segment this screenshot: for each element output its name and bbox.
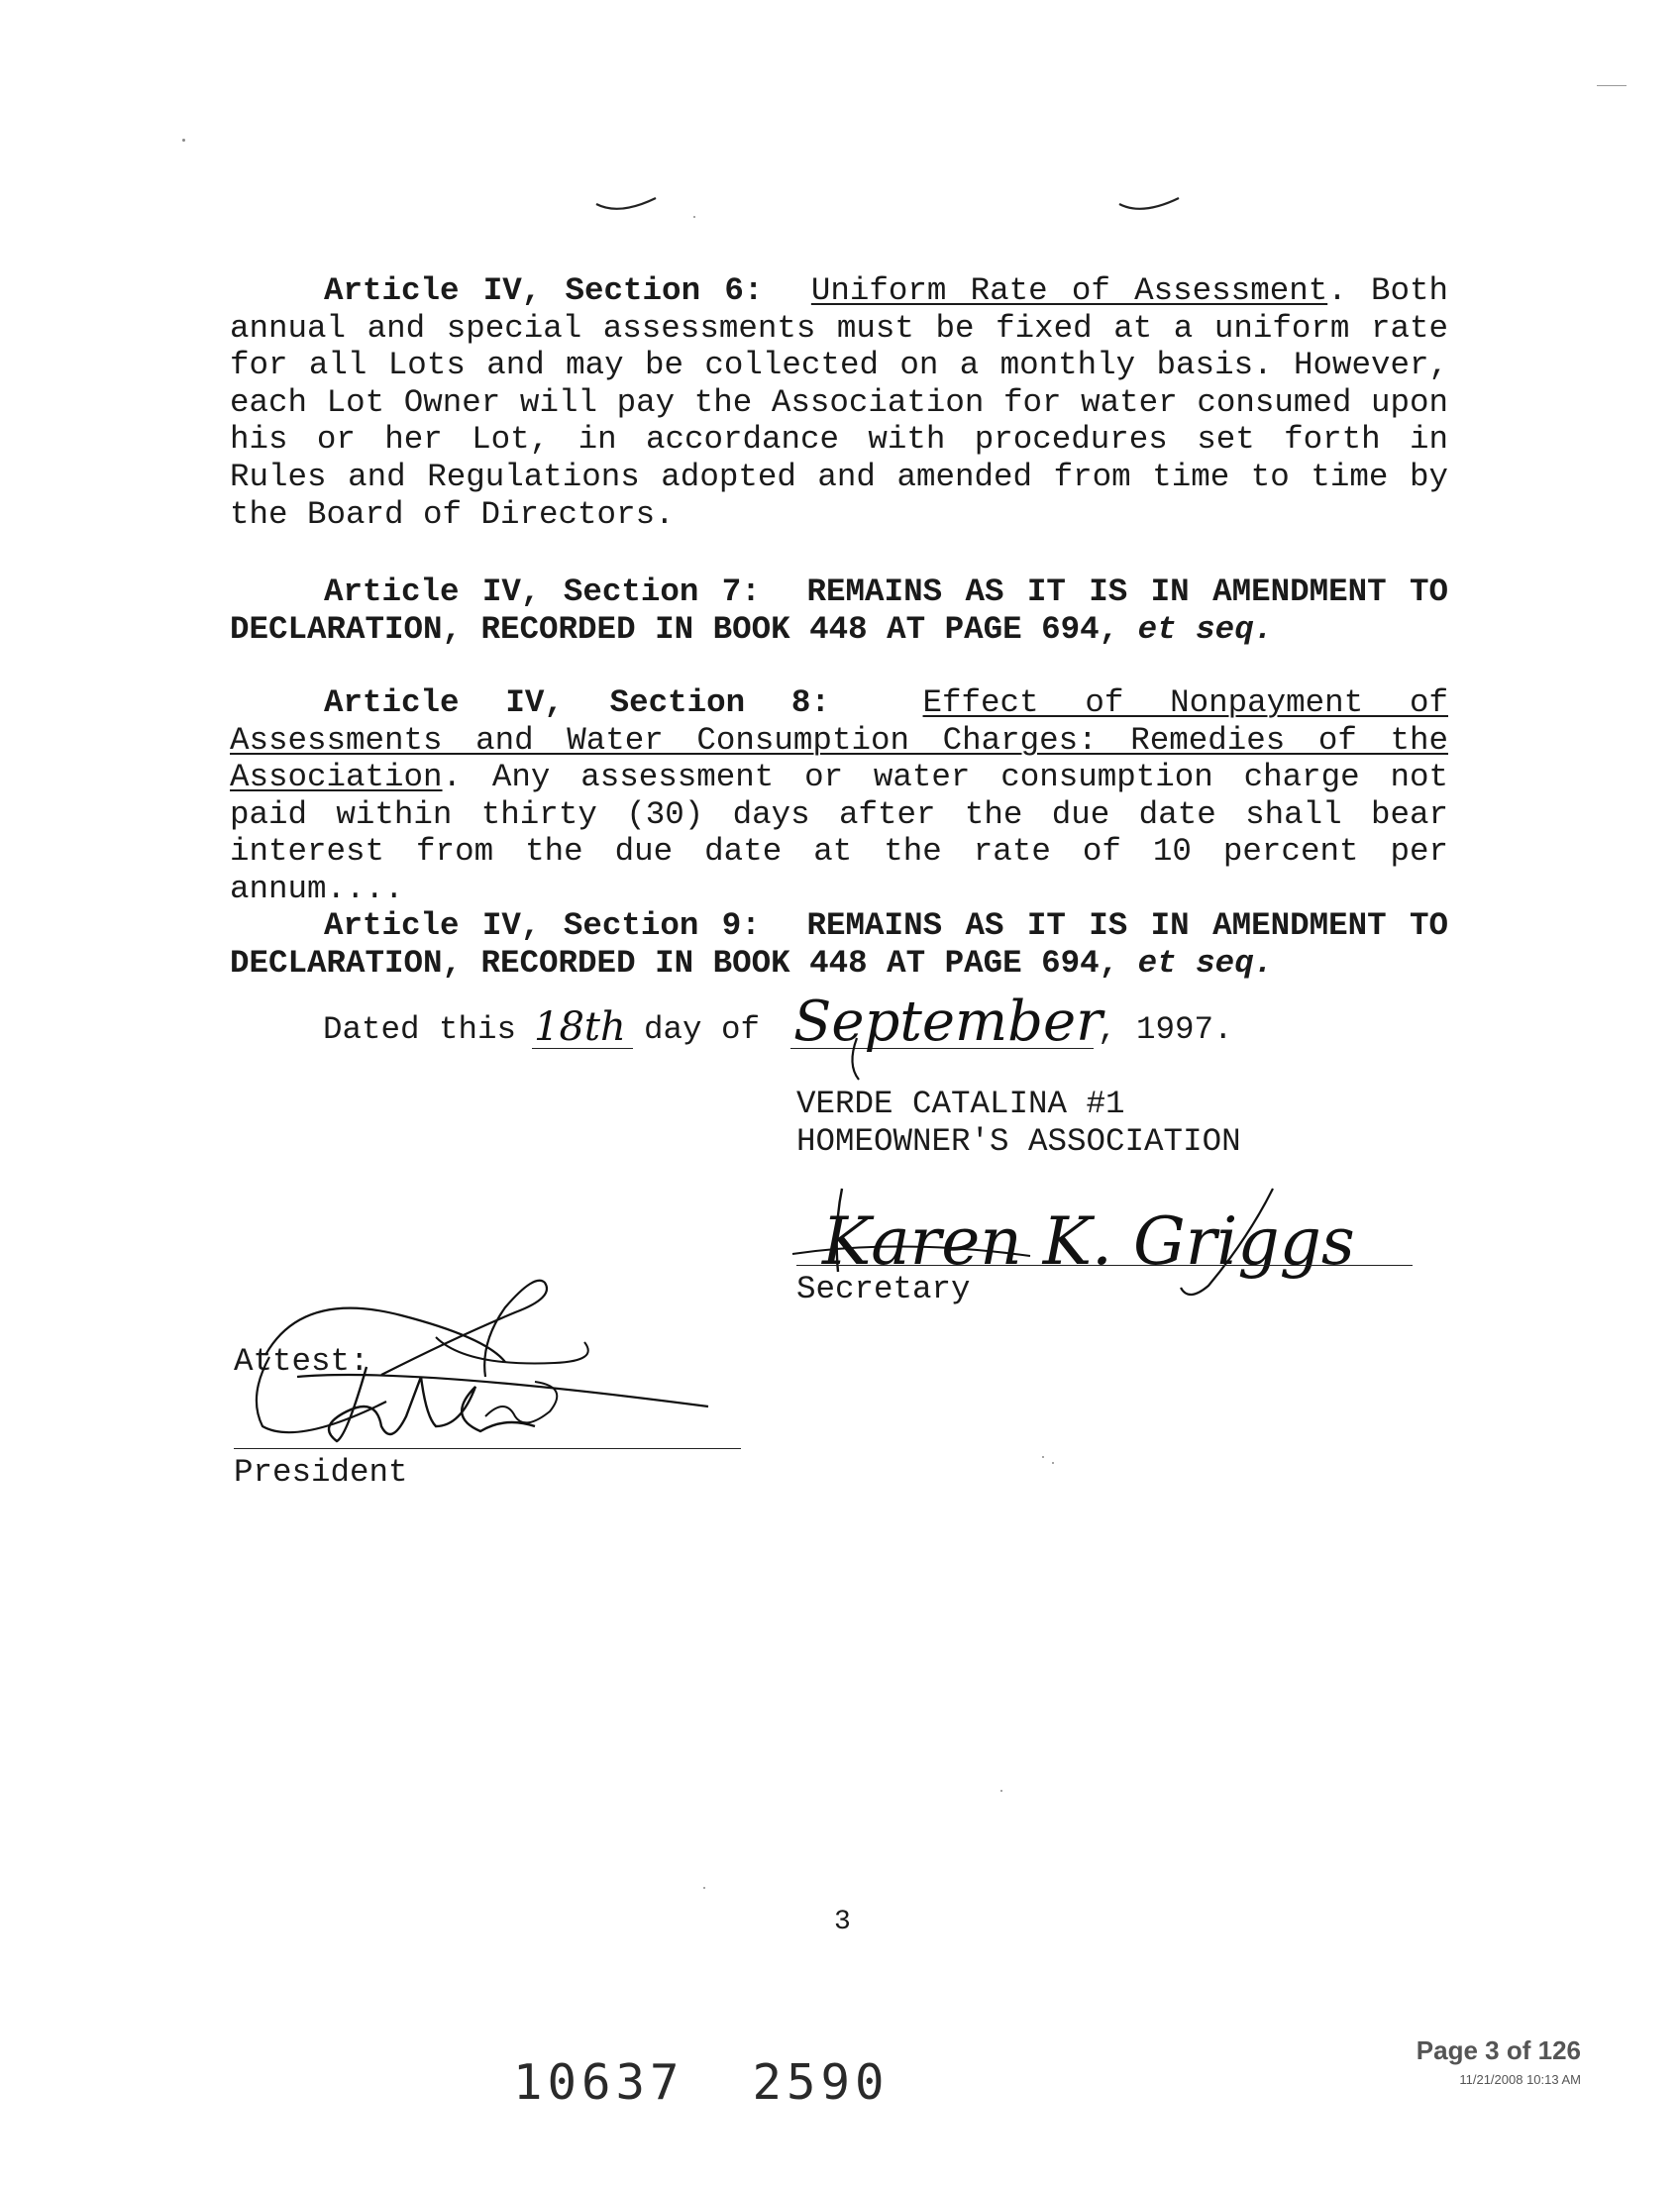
- section-8-title: Effect of Nonpayment of Assessments and Water Consumption Charges: Remedies of the Association: [230, 684, 1448, 796]
- scan-speck: [703, 1887, 705, 1889]
- section-8-heading: Article IV, Section 8:: [324, 684, 830, 721]
- dated-middle: day of: [644, 1011, 761, 1048]
- scan-speck: [182, 139, 185, 142]
- svg-text:Karen K. Griggs: Karen K. Griggs: [822, 1203, 1355, 1280]
- scan-mark-right: [1117, 190, 1187, 220]
- association-name-line-2: HOMEOWNER'S ASSOCIATION: [796, 1123, 1241, 1160]
- secretary-title: Secretary: [796, 1271, 971, 1307]
- section-8-paragraph: [230, 684, 1448, 908]
- section-9-paragraph: [230, 907, 1448, 982]
- president-signature: [208, 1268, 743, 1466]
- timestamp: 11/21/2008 10:13 AM: [1459, 2072, 1581, 2087]
- secretary-signature-line: [796, 1265, 1413, 1266]
- section-6-body: . Both annual and special assessments must be fixed at a uniform rate for all Lots and may be collected on a monthly basis. However, each Lot Owner will pay the Association for water consumed upon his or her Lot, in accordance with procedures set forth in Rules and Regulations adopted and amended from time to time by the Board of Directors.: [230, 272, 1448, 533]
- section-7-paragraph: [230, 573, 1448, 648]
- svg-text:September: September: [793, 989, 1102, 1054]
- scan-mark-left: [594, 190, 664, 220]
- section-8-body: . Any assessment or water consumption charge not paid within thirty (30) days after the due date shall bear interest from the due date at the rate of 10 percent per annum....: [230, 759, 1448, 907]
- section-9-et-seq: et seq.: [1137, 944, 1274, 982]
- section-7-heading: Article IV, Section 7:: [324, 573, 761, 610]
- handwritten-month: [788, 981, 1104, 1090]
- section-6-title: Uniform Rate of Assessment: [810, 272, 1328, 309]
- scan-speck: [1052, 1462, 1054, 1464]
- scan-speck: [693, 216, 695, 218]
- scan-speck: [1042, 1456, 1044, 1458]
- scan-mark-corner: [1597, 85, 1627, 86]
- section-6-heading: Article IV, Section 6:: [324, 272, 764, 309]
- section-9-heading: Article IV, Section 9:: [324, 907, 761, 944]
- president-signature-line: [234, 1448, 741, 1449]
- handwritten-day: [530, 998, 639, 1054]
- svg-text:18th: 18th: [534, 1004, 626, 1050]
- dated-prefix: Dated this: [323, 1011, 517, 1048]
- section-7-et-seq: et seq.: [1137, 610, 1274, 648]
- section-7-body: REMAINS AS IT IS IN AMENDMENT TO DECLARATION, RECORDED IN BOOK 448 AT PAGE 694,: [230, 573, 1448, 648]
- scan-speck: [1000, 1790, 1002, 1792]
- dated-year: , 1997.: [1098, 1011, 1233, 1048]
- attest-label: Attest:: [234, 1343, 369, 1380]
- document-number: 10637 2590: [513, 2054, 890, 2111]
- section-9-body: REMAINS AS IT IS IN AMENDMENT TO DECLARATION, RECORDED IN BOOK 448 AT PAGE 694,: [230, 907, 1448, 982]
- page-of-label: Page 3 of 126: [1416, 2035, 1581, 2065]
- section-6-paragraph: [230, 272, 1448, 533]
- president-title: President: [234, 1454, 408, 1491]
- page-number: 3: [834, 1907, 851, 1937]
- association-name-line-1: VERDE CATALINA #1: [796, 1086, 1125, 1122]
